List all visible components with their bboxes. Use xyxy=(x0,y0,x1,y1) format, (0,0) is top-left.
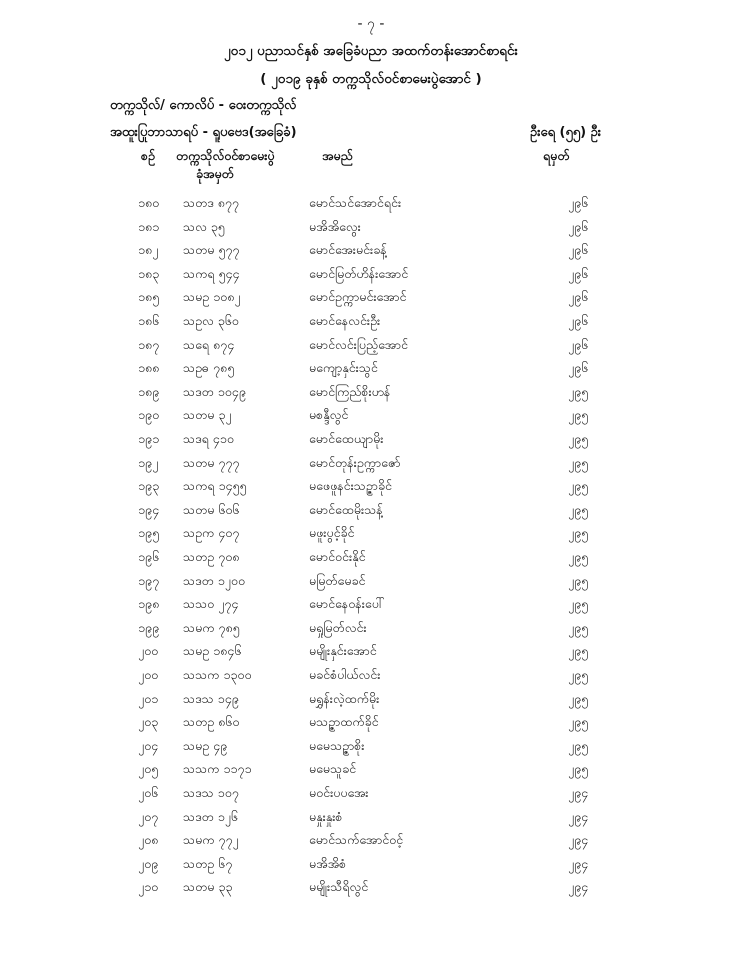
roll-number: သတမ ၇၇၇ xyxy=(183,454,240,470)
row-number: ၁၉၄ xyxy=(138,501,160,517)
roll-number: သကရ ၅၄၄ xyxy=(183,265,240,281)
row-number: ၁၈၆ xyxy=(138,313,160,328)
student-name: မောင်ထေမိုးသန့် xyxy=(309,501,383,517)
student-name: မမေသူခင် xyxy=(309,761,357,777)
student-name: မနှုးနှုးစံ xyxy=(309,808,343,824)
marks-value: ၂၉၅ xyxy=(568,501,589,517)
header-roll: တက္ကသိုလ်ဝင်စာမေးပွဲ xyxy=(176,148,275,163)
table-row xyxy=(0,738,742,761)
row-number: ၁၉၇ xyxy=(138,572,160,588)
marks-value: ၂၉၆ xyxy=(568,265,589,281)
row-number: ၂၁၀ xyxy=(138,879,159,895)
student-name: မဝင်းပပအေး xyxy=(309,785,369,800)
student-name: မောင်သင်အောင်ရင်း xyxy=(309,195,402,210)
marks-value: ၂၉၅ xyxy=(568,525,589,541)
table-row xyxy=(0,809,742,832)
table-row xyxy=(0,407,742,430)
row-number: ၂၀၀ xyxy=(138,667,159,682)
table-row xyxy=(0,455,742,478)
table-row xyxy=(0,525,742,548)
document-subtitle: ( ၂၀၁၉ ခုနှစ် တက္ကသိုလ်ဝင်စာမေးပွဲအောင် ) xyxy=(260,71,482,87)
roll-number: သဒရ ၄၁၀ xyxy=(183,431,234,446)
marks-value: ၂၉၅ xyxy=(568,667,589,682)
table-row xyxy=(0,714,742,737)
row-number: ၁၉၉ xyxy=(138,619,160,635)
marks-value: ၂၉၅ xyxy=(568,690,589,706)
student-name: မောင်အေးမင်းခန့် xyxy=(309,242,387,258)
row-number: ၁၉၂ xyxy=(138,454,159,470)
table-row xyxy=(0,549,742,572)
row-number: ၁၉၅ xyxy=(138,525,160,541)
marks-value: ၂၉၄ xyxy=(568,855,589,871)
student-name: မောင်သက်အောင်ဝင့် xyxy=(309,832,404,848)
marks-value: ၂၉၅ xyxy=(568,596,589,612)
table-row xyxy=(0,761,742,784)
roll-number: သမဥ ၁၀၈၂ xyxy=(183,289,241,305)
roll-number: သရေ ၈၇၄ xyxy=(183,336,235,352)
table-row xyxy=(0,573,742,596)
roll-number: သသက ၁၁၇၁ xyxy=(183,761,252,777)
marks-value: ၂၉၆ xyxy=(568,289,589,305)
roll-number: သတဥ ၇၀၈ xyxy=(183,549,240,564)
marks-value: ၂၉၅ xyxy=(568,407,589,423)
marks-value: ၂၉၆ xyxy=(568,195,589,210)
student-name: မရွှန်းလဲ့ထက်မိုး xyxy=(309,690,380,706)
table-row xyxy=(0,266,742,289)
roll-number: သမက ၇၈၅ xyxy=(183,619,240,635)
student-name: မမျိုးသီရိလွင် xyxy=(309,879,369,895)
document-title: ၂၀၁၂ ပညာသင်နှစ် အခြေခံပညာ အထက်တန်းအောင်စာရင်း xyxy=(224,43,518,59)
roll-number: သဥက ၄၀၇ xyxy=(183,525,240,541)
roll-number: သဒတ ၁၂၀၀ xyxy=(183,572,245,588)
student-name: မဖူးပွင့်ခိုင် xyxy=(309,525,355,541)
roll-number: သမဥ ၁၈၄၆ xyxy=(183,643,242,659)
row-number: ၁၈၉ xyxy=(138,383,160,399)
row-number: ၂၀၅ xyxy=(138,761,159,777)
roll-number: သတမ ၃၃ xyxy=(183,879,233,895)
header-roll-sub: ခုံအမှတ် xyxy=(196,166,234,181)
table-row xyxy=(0,337,742,360)
roll-number: သတမ ၆၀၆ xyxy=(183,501,240,517)
student-name: မအိအိလွေး xyxy=(309,218,361,234)
marks-value: ၂၉၆ xyxy=(568,242,589,258)
roll-number: သတမ ၃၂ xyxy=(183,407,232,423)
student-name: မစန္ဒီလွင် xyxy=(309,407,349,423)
row-number: ၁၉၀ xyxy=(138,407,160,423)
table-row xyxy=(0,832,742,855)
header-no: စဉ် xyxy=(141,148,155,163)
header-name: အမည် xyxy=(322,148,353,163)
marks-value: ၂၉၆ xyxy=(568,360,589,376)
roll-number: သမက ၇၇၂ xyxy=(183,832,239,848)
roll-number: သတဥ ၆၇ xyxy=(183,855,233,871)
marks-value: ၂၉၆ xyxy=(568,218,589,234)
student-name: မောင်နေလင်းဦး xyxy=(309,313,381,328)
student-name: မဖေဖူနင်းသဉ္ဇာခိုင် xyxy=(309,478,392,494)
row-number: ၁၈၇ xyxy=(138,336,160,352)
marks-value: ၂၉၅ xyxy=(568,737,589,753)
student-name: မောင်မြတ်ဟိန်းအောင် xyxy=(309,265,409,281)
roll-number: သဒတ ၁၀၄၉ xyxy=(183,383,246,399)
table-row xyxy=(0,219,742,242)
page-number: - ၇ - xyxy=(357,16,385,32)
marks-value: ၂၉၄ xyxy=(568,785,589,800)
table-row xyxy=(0,360,742,383)
student-name: မောင်ဝင်းနိုင် xyxy=(309,549,366,564)
marks-value: ၂၉၅ xyxy=(568,619,589,635)
marks-value: ၂၉၅ xyxy=(568,714,589,730)
total-count: ဦးရေ (၅၅) ဦး xyxy=(530,125,602,140)
roll-number: သမဥ ၄၉ xyxy=(183,737,228,753)
row-number: ၁၈၁ xyxy=(138,218,160,234)
table-row xyxy=(0,502,742,525)
row-number: ၂၀၇ xyxy=(138,808,159,824)
student-name: မောင်ကြည်စိုးဟန် xyxy=(309,383,391,399)
roll-number: သဒသ ၁၄၉ xyxy=(183,690,239,706)
marks-value: ၂၉၅ xyxy=(568,643,589,659)
roll-number: သဥလ ၃၆၀ xyxy=(183,313,239,328)
row-number: ၂၀၀ xyxy=(138,643,159,659)
table-row xyxy=(0,242,742,265)
table-row xyxy=(0,289,742,312)
student-name: မမြတ်မေခင် xyxy=(309,572,366,588)
row-number: ၁၈၅ xyxy=(138,289,160,305)
marks-value: ၂၉၄ xyxy=(568,832,589,848)
student-name: မောင်လင်းပြည့်အောင် xyxy=(309,336,408,352)
student-name: မောင်ဥက္ကာမင်းအောင် xyxy=(309,289,407,305)
row-number: ၂၀၃ xyxy=(138,714,159,730)
row-number: ၂၀၁ xyxy=(138,690,159,706)
table-row xyxy=(0,879,742,902)
table-row xyxy=(0,691,742,714)
marks-value: ၂၉၄ xyxy=(568,808,589,824)
row-number: ၁၈၃ xyxy=(138,265,160,281)
row-number: ၂၀၉ xyxy=(138,855,159,871)
table-row xyxy=(0,313,742,336)
student-name: မကျော့နှင်းသွင် xyxy=(309,360,378,376)
row-number: ၁၈၀ xyxy=(138,195,160,210)
subject-line: အထူးပြုဘာသာရပ် - ရူပဗေဒ(အခြေခံ) xyxy=(110,125,297,140)
header-marks: ရမှတ် xyxy=(543,148,570,163)
roll-number: သလ ၃၅ xyxy=(183,218,225,234)
marks-value: ၂၉၆ xyxy=(568,313,589,328)
marks-value: ၂၉၅ xyxy=(568,761,589,777)
table-row xyxy=(0,643,742,666)
table-row xyxy=(0,785,742,808)
row-number: ၁၈၂ xyxy=(138,242,159,258)
row-number: ၂၀၈ xyxy=(138,832,159,848)
roll-number: သကရ ၁၄၅၅ xyxy=(183,478,247,494)
marks-value: ၂၉၅ xyxy=(568,478,589,494)
table-row xyxy=(0,856,742,879)
marks-value: ၂၉၅ xyxy=(568,454,589,470)
row-number: ၁၉၈ xyxy=(138,596,160,612)
roll-number: သသဝ ၂၇၄ xyxy=(183,596,239,612)
marks-value: ၂၉၅ xyxy=(568,572,589,588)
roll-number: သဒသ ၁၀၇ xyxy=(183,785,239,800)
student-name: မအိအိစံ xyxy=(309,855,347,871)
roll-number: သသက ၁၃၀၀ xyxy=(183,667,252,682)
marks-value: ၂၉၆ xyxy=(568,336,589,352)
student-name: မောင်ထေယျာမိုး xyxy=(309,431,384,446)
student-name: မောင်တုန်းဥက္ကာဇော် xyxy=(309,454,401,470)
university-line: တက္ကသိုလ်/ ကောလိပ် - ဝေးတက္ကသိုလ် xyxy=(110,98,297,113)
student-name: မခင်စံပါယ်လင်း xyxy=(309,667,381,682)
table-row xyxy=(0,431,742,454)
marks-value: ၂၉၄ xyxy=(568,879,589,895)
table-row xyxy=(0,596,742,619)
table-row xyxy=(0,478,742,501)
row-number: ၁၉၁ xyxy=(138,431,160,446)
table-row xyxy=(0,667,742,690)
table-row xyxy=(0,195,742,218)
student-name: မမျိုးနှင်းအောင် xyxy=(309,643,377,659)
row-number: ၁၉၃ xyxy=(138,478,160,494)
table-row xyxy=(0,384,742,407)
student-name: မမေသဥ္ဇာစိုး xyxy=(309,737,365,753)
student-name: မရှုမြတ်လင်း xyxy=(309,619,367,635)
marks-value: ၂၉၅ xyxy=(568,383,589,399)
marks-value: ၂၉၅ xyxy=(568,549,589,564)
roll-number: သတဒ ၈၇၇ xyxy=(183,195,239,210)
row-number: ၁၉၆ xyxy=(138,549,160,564)
row-number: ၂၀၆ xyxy=(138,785,159,800)
student-name: မောင်နေဝန်းပေါ် xyxy=(309,596,385,612)
marks-value: ၂၉၅ xyxy=(568,431,589,446)
student-name: မသဥ္ဇာထက်ခိုင် xyxy=(309,714,379,730)
roll-number: သတဥ ၈၆၀ xyxy=(183,714,240,730)
table-row xyxy=(0,620,742,643)
roll-number: သဒတ ၁၂၆ xyxy=(183,808,238,824)
row-number: ၁၈၈ xyxy=(138,360,160,376)
row-number: ၂၀၄ xyxy=(138,737,159,753)
roll-number: သဥဓ ၇၈၅ xyxy=(183,360,235,376)
roll-number: သတမ ၅၇၇ xyxy=(183,242,240,258)
